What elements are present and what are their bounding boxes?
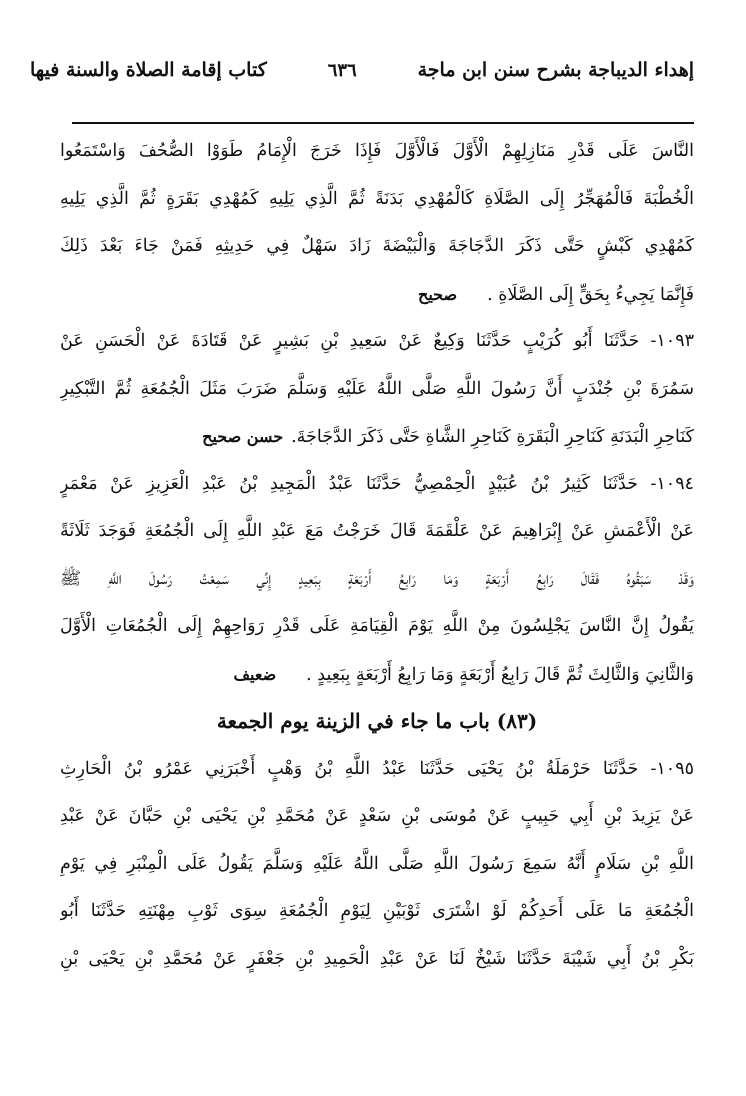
text-line: النَّاسَ عَلَى قَدْرِ مَنَازِلِهِمْ الْأَوَّلَ فَالْأَوَّلَ فَإِذَا خَرَجَ الْإِمَامُ طَوَوْا الصُّحُفَ وَاسْتَمَعُوا: [60, 141, 694, 161]
text-line: سَمُرَةَ بْنِ جُنْدَبٍ أَنَّ رَسُولَ اللَّهِ صَلَّى اللَّهُ عَلَيْهِ وَسَلَّمَ ضَرَبَ مَثَلَ الْجُمُعَةِ ثُمَّ التَّبْكِيرِ: [60, 378, 694, 399]
text-line: [60, 413, 694, 461]
running-header: [30, 52, 694, 88]
grade-label: ضعيف: [233, 664, 277, 684]
text-line: [60, 271, 694, 319]
chapter-title: كتاب إقامة الصلاة والسنة فيها: [30, 59, 267, 81]
section-heading: (٨٣) باب ما جاء في الزينة يوم الجمعة: [216, 709, 538, 733]
text-line: عَنْ الْأَعْمَشِ عَنْ إِبْرَاهِيمَ عَنْ عَلْقَمَةَ قَالَ خَرَجْتُ مَعَ عَبْدِ اللَّهِ إِلَى الْجُمُعَةِ فَوَجَدَ ثَلَاثَةً: [60, 521, 694, 541]
hadith-1095-line: ١٠٩٥- حَدَّثَنَا حَرْمَلَةُ بْنُ يَحْيَى حَدَّثَنَا عَبْدُ اللَّهِ بْنُ وَهْبٍ أَخْبَرَنِي عَمْرُو بْنُ الْحَارِثِ: [60, 758, 694, 779]
text-line: كَمُهْدِي كَبْشٍ حَتَّى ذَكَرَ الدَّجَاجَةَ وَالْبَيْضَةَ زَادَ سَهْلٌ فِي حَدِيثِهِ فَمَنْ جَاءَ بَعْدَ ذَلِكَ: [60, 236, 694, 256]
page-body: [60, 128, 694, 983]
text-line: يَقُولُ إِنَّ النَّاسَ يَجْلِسُونَ مِنْ اللَّهِ يَوْمَ الْقِيَامَةِ عَلَى قَدْرِ رَوَاحِهِمْ إِلَى الْجُمُعَاتِ الْأَوَّلَ: [60, 616, 694, 636]
grade-label: حسن صحيح: [202, 427, 284, 446]
text-line-content: كَنَاحِرِ الْبَدَنَةِ كَنَاحِرِ الْبَقَرَةِ كَنَاحِرِ الشَّاةِ حَتَّى ذَكَرَ الدَّجَاجَةَ.: [291, 427, 694, 447]
page-number: ٦٣٦: [327, 59, 357, 81]
text-line: الْخُطْبَةَ فَالْمُهَجِّرُ إِلَى الصَّلَاةِ كَالْمُهْدِي بَدَنَةً ثُمَّ الَّذِي يَلِيهِ كَمُهْدِي بَقَرَةٍ ثُمَّ الَّذِي يَلِيهِ: [60, 188, 694, 209]
text-line: بَكْرِ بْنُ أَبِي شَيْبَةَ حَدَّثَنَا شَيْخٌ لَنَا عَنْ عَبْدِ الْحَمِيدِ بْنِ جَعْفَرٍ عَنْ مُحَمَّدِ بْنِ يَحْيَى بْنِ: [60, 948, 694, 969]
text-line: [60, 651, 694, 699]
text-line: وَقَدْ سَبَقُوهُ فَقَالَ رَابِعُ أَرْبَعَةٍ وَمَا رَابِعُ أَرْبَعَةٍ بِبَعِيدٍ إِنِّي سَمِعْتُ رَسُولَ اللَّهِ ﷺ: [60, 568, 694, 589]
hadith-1094-line: ١٠٩٤- حَدَّثَنَا كَثِيرُ بْنُ عُبَيْدٍ الْحِمْصِيُّ حَدَّثَنَا عَبْدُ الْمَجِيدِ بْنُ عَبْدِ الْعَزِيزِ عَنْ مَعْمَرٍ: [60, 473, 694, 494]
hadith-1093-line: ١٠٩٣- حَدَّثَنَا أَبُو كُرَيْبٍ حَدَّثَنَا وَكِيعٌ عَنْ سَعِيدِ بْنِ بَشِيرٍ عَنْ قَتَادَةَ عَنْ الْحَسَنِ عَنْ: [60, 331, 694, 351]
text-line: اللَّهِ بْنِ سَلَامٍ أَنَّهُ سَمِعَ رَسُولَ اللَّهِ صَلَّى اللَّهُ عَلَيْهِ وَسَلَّمَ يَقُولُ عَلَى الْمِنْبَرِ فِي يَوْمِ: [60, 853, 694, 874]
grade-label: صحيح: [418, 284, 458, 304]
text-line: الْجُمُعَةِ مَا عَلَى أَحَدِكُمْ لَوْ اشْتَرَى ثَوْبَيْنِ لِيَوْمِ الْجُمُعَةِ سِوَى ثَوْبِ مِهْنَتِهِ حَدَّثَنَا أَبُو: [60, 901, 694, 921]
header-divider: [72, 122, 694, 124]
text-line-content: فَإِنَّمَا يَجِيءُ بِحَقٍّ إِلَى الصَّلَاةِ .: [487, 284, 694, 305]
text-line: عَنْ يَزِيدَ بْنِ أَبِي حَبِيبٍ عَنْ مُوسَى بْنِ سَعْدٍ عَنْ مُحَمَّدِ بْنِ يَحْيَى بْنِ حَبَّانَ عَنْ عَبْدِ: [60, 806, 694, 826]
book-title: إهداء الديباجة بشرح سنن ابن ماجة: [417, 59, 694, 81]
text-line-content: وَالثَّانِيَ وَالثَّالِثَ ثُمَّ قَالَ رَابِعُ أَرْبَعَةٍ وَمَا رَابِعُ أَرْبَعَةٍ بِبَعِيدٍ .: [306, 664, 694, 685]
